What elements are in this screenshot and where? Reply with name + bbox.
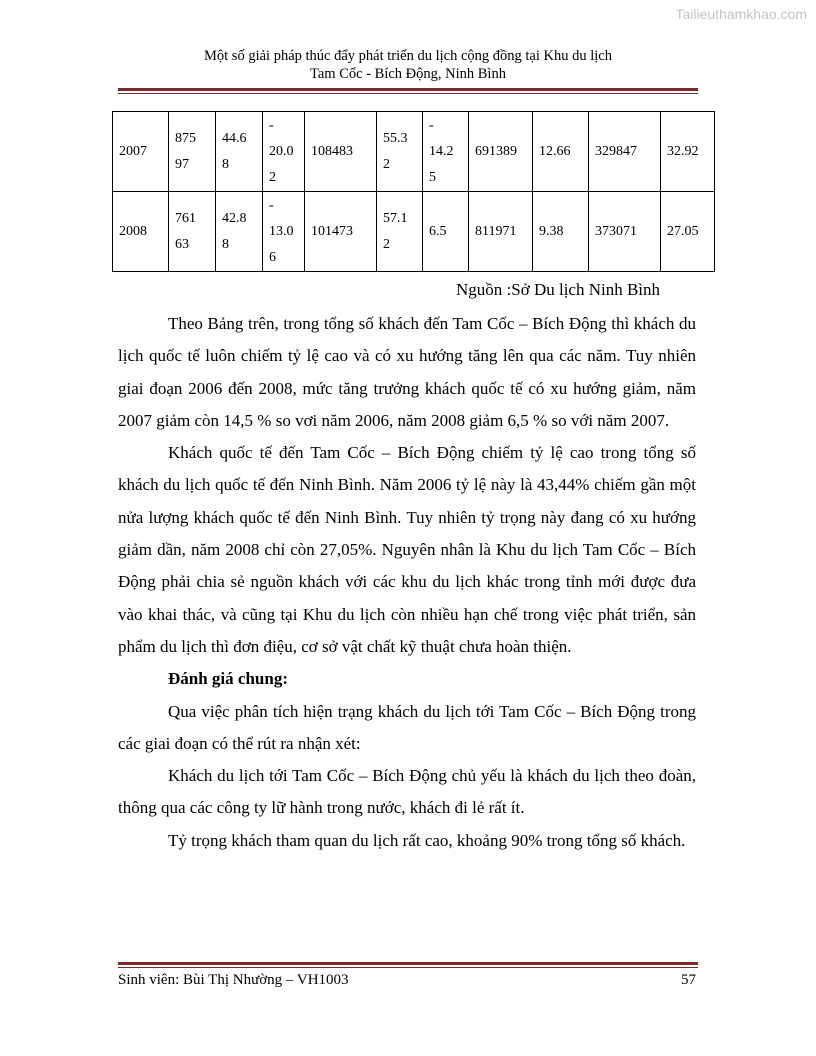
paragraph-3: Qua việc phân tích hiện trạng khách du lịch tới Tam Cốc – Bích Động trong các giai đoạn có thể rút ra nhận xét:: [118, 701, 696, 753]
watermark: Tailieuthamkhao.com: [675, 6, 807, 22]
page-footer: [118, 972, 696, 989]
section-heading: Đánh giá chung:: [168, 669, 288, 689]
table-cell: 27.05: [661, 192, 715, 272]
table-cell: 9.38: [533, 192, 589, 272]
table-cell: 811971: [469, 192, 533, 272]
footer-author: Sinh viên: Bùi Thị Nhường – VH1003: [118, 972, 349, 988]
table-cell: 875 97: [169, 112, 216, 192]
table-cell: 329847: [589, 112, 661, 192]
footer-rule-thick: [118, 962, 698, 965]
table-cell: 42.8 8: [216, 192, 263, 272]
table-row: [113, 112, 715, 192]
running-header: [118, 47, 698, 83]
table-cell: 761 63: [169, 192, 216, 272]
header-rule-thin: [118, 93, 698, 94]
paragraph-2: Khách quốc tế đến Tam Cốc – Bích Động chiếm tỷ lệ cao trong tổng số khách du lịch quốc tế đến Ninh Bình. Năm 2006 tỷ lệ này là 43,44% chiếm gần một nửa lượng khách quốc tế đến Ninh Bình. Tuy nhiên tỷ trọng này đang có xu hướng giảm dần, năm 2008 chỉ còn 27,05%. Nguyên nhân là Khu du lịch Tam Cốc – Bích Động phải chia sẻ nguồn khách với các khu du lịch khác trong tỉnh mới được đưa vào khai thác, và cũng tại Khu du lịch còn nhiều hạn chế trong việc phát triển, sản phẩm du lịch thì đơn điệu, cơ sở vật chất kỹ thuật chưa hoàn thiện.: [118, 443, 696, 656]
table-cell: 101473: [305, 192, 377, 272]
table-cell: 2008: [113, 192, 169, 272]
header-rule-thick: [118, 88, 698, 91]
table-cell: 12.66: [533, 112, 589, 192]
header-line-2: Tam Cốc - Bích Động, Ninh Bình: [310, 66, 506, 82]
table-cell: 55.3 2: [377, 112, 423, 192]
table-cell: 691389: [469, 112, 533, 192]
table-cell: - 13.0 6: [263, 192, 305, 272]
header-line-1: Một số giải pháp thúc đẩy phát triển du lịch cộng đồng tại Khu du lịch: [204, 48, 612, 64]
footer-rule-thin: [118, 967, 698, 968]
table-cell: 108483: [305, 112, 377, 192]
table-cell: 32.92: [661, 112, 715, 192]
table-cell: 57.1 2: [377, 192, 423, 272]
table-source-note: Nguồn :Sở Du lịch Ninh Bình: [456, 280, 661, 299]
paragraph-4: Khách du lịch tới Tam Cốc – Bích Động chủ yếu là khách du lịch theo đoàn, thông qua các công ty lữ hành trong nước, khách đi lẻ rất ít.: [118, 766, 696, 818]
table-cell: 2007: [113, 112, 169, 192]
table-cell: 373071: [589, 192, 661, 272]
table-row: [113, 192, 715, 272]
paragraph-1: Theo Bảng trên, trong tổng số khách đến Tam Cốc – Bích Động thì khách du lịch quốc tế luôn chiếm tỷ lệ cao và có xu hướng tăng lên qua các năm. Tuy nhiên giai đoạn 2006 đến 2008, mức tăng trưởng khách quốc tế có xu hướng giảm, năm 2007 giảm còn 14,5 % so vơi năm 2006, năm 2008 giảm 6,5 % so với năm 2007.: [118, 314, 696, 430]
paragraph-5: Tỷ trọng khách tham quan du lịch rất cao, khoảng 90% trong tổng số khách.: [168, 830, 686, 850]
table-cell: - 14.2 5: [423, 112, 469, 192]
table-cell: 6.5: [423, 192, 469, 272]
visitor-statistics-table: [112, 111, 715, 272]
body-text: [118, 308, 696, 857]
table-cell: 44.6 8: [216, 112, 263, 192]
page-number: 57: [681, 972, 696, 988]
table-cell: - 20.0 2: [263, 112, 305, 192]
